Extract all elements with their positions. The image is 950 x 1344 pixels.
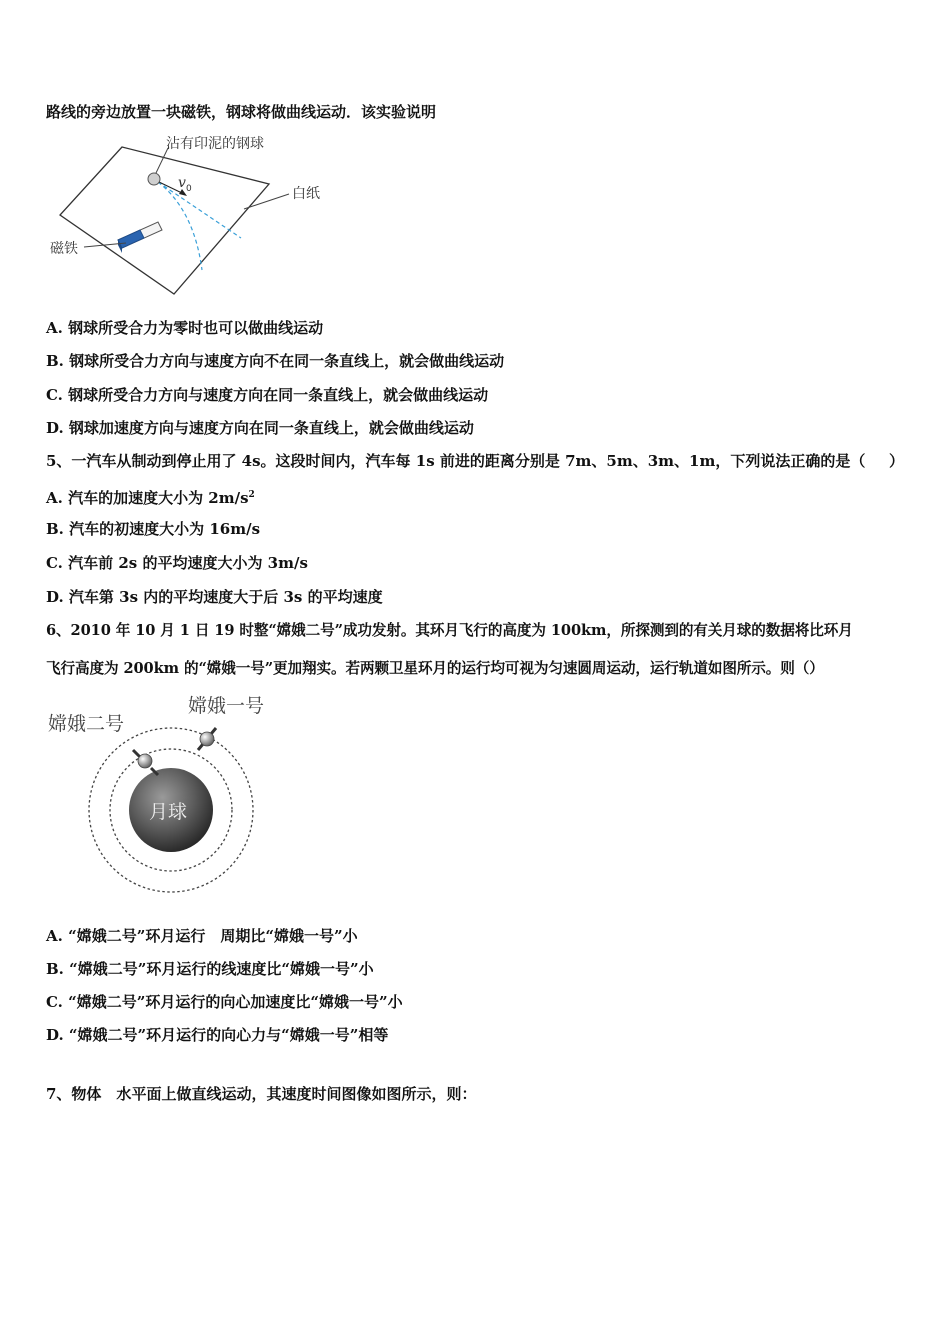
velocity-symbol: v [178,175,186,191]
steel-ball-magnet-figure [44,132,344,302]
q4-stem-tail: 路线的旁边放置一块磁铁，钢球将做曲线运动．该实验说明 [46,103,437,121]
q6-stem-line1: 6、2010 年 10 月 1 日 19 时整“嫦娥二号”成功发射。其环月飞行的高度为 100km，所探测到的有关月球的数据将比环月 [46,622,853,639]
label-chang-e-2: 嫦娥二号 [48,713,125,735]
white-paper [60,147,269,294]
q5-option-a [46,485,255,508]
q4-option-d: D. 钢球加速度方向与速度方向在同一条直线上，就会做曲线运动 [46,419,474,437]
q7-stem: 7、物体 水平面上做直线运动，其速度时间图像如图所示，则： [46,1085,477,1103]
q5-option-b: B. 汽车的初速度大小为 16m/s [46,520,261,538]
paper-label: 白纸 [292,186,320,202]
q5-option-d: D. 汽车第 3s 内的平均速度大于后 3s 的平均速度 [46,588,383,606]
moon-label: 月球 [149,801,188,823]
q6-option-a: A. “嫦娥二号”环月运行 周期比“嫦娥一号”小 [46,927,358,945]
satellite-chang-e-1 [198,728,216,750]
straight-path [158,182,241,238]
q5-option-a-text: A. 汽车的加速度大小为 2m/s [46,489,249,507]
label-chang-e-1: 嫦娥一号 [188,695,265,717]
magnet-label: 磁铁 [50,241,78,257]
q5-stem-close: ） [888,452,904,470]
velocity-subscript: 0 [186,184,192,194]
q6-option-c: C. “嫦娥二号”环月运行的向心加速度比“嫦娥一号”小 [46,993,403,1011]
moon-orbits-figure [40,688,290,903]
q5-stem [46,451,904,471]
paper-label-leader [244,194,289,209]
curved-path [158,182,202,270]
q4-option-b: B. 钢球所受合力方向与速度方向不在同一条直线上，就会做曲线运动 [46,352,505,370]
q5-option-a-sup: 2 [248,490,255,500]
satellite-chang-e-2 [133,750,158,775]
magnet [118,222,162,253]
ball-label: 沾有印泥的钢球 [166,136,264,152]
q6-option-b: B. “嫦娥二号”环月运行的线速度比“嫦娥一号”小 [46,960,374,978]
steel-ball [148,173,160,185]
q6-stem-line2: 飞行高度为 200km 的“嫦娥一号”更加翔实。若两颗卫星环月的运行均可视为匀速圆周运动，运行轨道如图所示。则（） [46,660,824,677]
q4-option-c: C. 钢球所受合力方向与速度方向在同一条直线上，就会做曲线运动 [46,386,489,404]
q5-stem-text: 5、一汽车从制动到停止用了 4s。这段时间内，汽车每 1s 前进的距离分别是 7m、5m、3m、1m，下列说法正确的是（ [46,452,866,470]
q4-option-a: A. 钢球所受合力为零时也可以做曲线运动 [46,319,324,337]
q5-option-c: C. 汽车前 2s 的平均速度大小为 3m/s [46,554,308,572]
q6-option-d: D. “嫦娥二号”环月运行的向心力与“嫦娥一号”相等 [46,1026,389,1044]
